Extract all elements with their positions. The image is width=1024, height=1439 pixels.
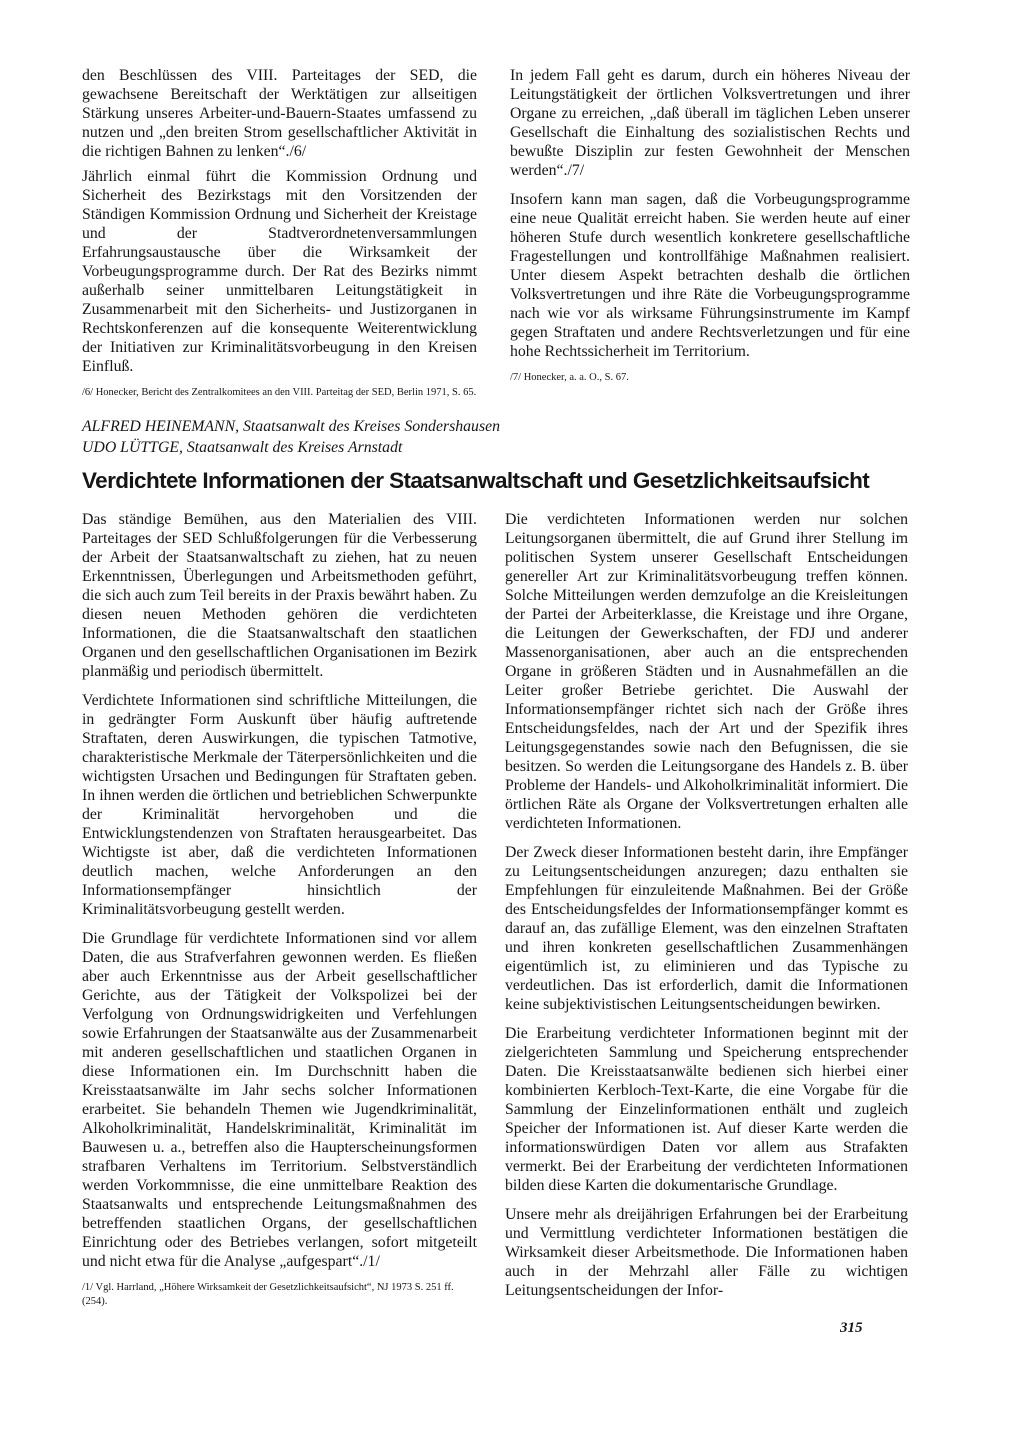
article-right-column xyxy=(505,510,908,1310)
paragraph: Die Erarbeitung verdichteter Informationen beginnt mit der zielgerichteten Sammlung und Speicherung entsprechender Daten. Die Kreisstaatsanwälte bedienen sich hierbei einer kombinierten Kerbloch-Text-Karte, die eine Vorgabe für die Sammlung der Einzelinformationen enthält und zugleich Speicher der Informationen ist. Auf dieser Karte werden die informationswürdigen Daten vor allem aus Strafakten vermerkt. Bei der Erarbeitung der verdichteten Informationen bilden diese Karten die dokumentarische Grundlage. xyxy=(505,1025,908,1194)
paragraph: In jedem Fall geht es darum, durch ein höheres Niveau der Leitungstätigkeit der örtlichen Volksvertretungen und ihrer Organe zu erreichen, „daß überall im täglichen Leben unserer Gesellschaft die Einhaltung des sozialistischen Rechts und bewußte Disziplin zur festen Gewohnheit der Menschen werden“./7/ xyxy=(510,67,910,179)
author-line: UDO LÜTTGE, Staatsanwalt des Kreises Arnstadt xyxy=(82,439,403,456)
paragraph: Der Zweck dieser Informationen besteht darin, ihre Empfänger zu Leitungsentscheidungen anzuregen; dazu enthalten sie Empfehlungen für einzuleitende Maßnahmen. Bei der Größe des Entscheidungsfeldes der Informationsempfänger kommt es darauf an, das zufällige Element, was den einzelnen Straftaten und ihren konkreten gesellschaftlichen Zusammenhängen eigentümlich ist, zu eliminieren und das Typische zu verdeutlichen. Das ist erforderlich, damit die Informationen keine subjektivistischen Leitungsentscheidungen bewirken. xyxy=(505,844,908,1013)
page-number: 315 xyxy=(840,1320,863,1336)
paragraph: Das ständige Bemühen, aus den Materialien des VIII. Parteitages der SED Schlußfolgerungen für die Verbesserung der Arbeit der Staatsanwaltschaft zu ziehen, hat zu neuen Erkenntnissen, Überlegungen und Arbeitsmethoden geführt, die sich auch zum Teil bereits in der Praxis bewährt haben. Zu diesen neuen Methoden gehören die verdichteten Informationen, die die Staatsanwaltschaft den staatlichen Organen und den gesellschaftlichen Organisationen im Bezirk planmäßig und periodisch übermittelt. xyxy=(82,511,477,680)
article-headline: Verdichtete Informationen der Staatsanwaltschaft und Gesetzlichkeitsaufsicht xyxy=(82,468,870,493)
author-byline xyxy=(82,416,642,458)
paragraph: Jährlich einmal führt die Kommission Ordnung und Sicherheit des Bezirkstags mit den Vorsitzenden der Ständigen Kommission Ordnung und Sicherheit der Kreistage und der Stadtverordnetenversammlungen Erfahrungsaustausche über die Wirksamkeit der Vorbeugungsprogramme durch. Der Rat des Bezirks nimmt außerhalb seiner unmittelbaren Leitungstätigkeit in Zusammenarbeit mit den Sicherheits- und Justizorganen in Rechtskonferenzen auf die konsequente Weiterentwicklung der Initiativen zur Kriminalitätsvorbeugung in den Kreisen Einfluß. xyxy=(82,168,477,375)
article-left-column xyxy=(82,510,477,1319)
paragraph: Insofern kann man sagen, daß die Vorbeugungsprogramme eine neue Qualität erreicht haben. Sie werden heute auf einer höheren Stufe durch wesentlich konkretere gesellschaftliche Fragestellungen und kontrollfähige Maßnahmen realisiert. Unter diesem Aspekt betrachten deshalb die örtlichen Volksvertretungen und ihre Räte die Vorbeugungsprogramme nach wie vor als wirksame Führungsinstrumente im Kampf gegen Straftaten und andere Rechtsverletzungen und für eine hohe Rechtssicherheit im Territorium. xyxy=(510,191,910,360)
paragraph: den Beschlüssen des VIII. Parteitages der SED, die gewachsene Bereitschaft der Werktätigen zur allseitigen Stärkung unseres Arbeiter-und-Bauern-Staates umfassend zu nutzen und „den breiten Strom gesellschaftlicher Aktivität in die richtigen Bahnen zu lenken“./6/ xyxy=(82,67,477,160)
paragraph: Die verdichteten Informationen werden nur solchen Leitungsorganen übermittelt, die auf Grund ihrer Stellung im politischen System unserer Gesellschaft Entscheidungen genereller Art zur Kriminalitätsvorbeugung treffen können. Solche Mitteilungen werden demzufolge an die Kreisleitungen der Partei der Arbeiterklasse, die Kreistage und ihre Organe, die Leitungen der Gewerkschaften, der FDJ und anderer Massenorganisationen, aber auch an die entsprechenden Organe in größeren Städten und in Ausnahmefällen an die Leiter großer Betriebe gerichtet. Die Auswahl der Informationsempfänger richtet sich nach der Größe ihres Entscheidungsfeldes, nach der Art und der Spezifik ihres Leitungsgegenstandes sowie nach den Befugnissen, die sie besitzen. So werden die Leitungsorgane des Handels z. B. über Probleme der Handels- und Alkoholkriminalität informiert. Die örtlichen Räte als Organe der Volksvertretungen erhalten alle verdichteten Informationen. xyxy=(505,511,908,832)
top-left-column xyxy=(82,66,477,410)
footnote: /6/ Honecker, Bericht des Zentralkomitees an den VIII. Parteitag der SED, Berlin 1971, S. 65. xyxy=(82,387,477,398)
paragraph: Die Grundlage für verdichtete Informationen sind vor allem Daten, die aus Strafverfahren gewonnen werden. Es fließen aber auch Erkenntnisse aus der Arbeit gesellschaftlicher Gerichte, aus der Tätigkeit der Volkspolizei bei der Verfolgung von Ordnungswidrigkeiten und Verfehlungen sowie Erfahrungen der Staatsanwälte aus der Zusammenarbeit mit anderen gesellschaftlichen und staatlichen Organen in diese Informationen ein. Im Durchschnitt haben die Kreisstaatsanwälte im Jahr sechs solcher Informationen erarbeitet. Sie behandeln Themen wie Jugendkriminalität, Alkoholkriminalität, Handelskriminalität, Kriminalität im Bauwesen u. a., betreffen also die Haupterscheinungsformen strafbaren Verhaltens im Territorium. Selbstverständlich werden Vorkommnisse, die eine unmittelbare Reaktion des Staatsanwalts und entsprechende Leitungsmaßnahmen des betreffenden staatlichen Organs, der gesellschaftlichen Einrichtung oder des Betriebes verlangen, sofort mitgeteilt und nicht etwa für die Analyse „aufgespart“./1/ xyxy=(82,930,477,1270)
footnote: /1/ Vgl. Harrland, „Höhere Wirksamkeit der Gesetzlichkeitsaufsicht“, NJ 1973 S. 251 ff. (254). xyxy=(82,1282,454,1307)
paragraph: Verdichtete Informationen sind schriftliche Mitteilungen, die in gedrängter Form Auskunft über häufig auftretende Straftaten, deren Auswirkungen, die typischen Tatmotive, charakteristische Merkmale der Täterpersönlichkeiten und die wichtigsten Ursachen und Bedingungen für Straftaten geben. In ihnen werden die örtlichen und betrieblichen Schwerpunkte der Kriminalität hervorgehoben und die Entwicklungstendenzen von Straftaten herausgearbeitet. Das Wichtigste ist aber, daß die verdichteten Informationen deutlich machen, welche Anforderungen an den Informationsempfänger hinsichtlich der Kriminalitätsvorbeugung gestellt werden. xyxy=(82,692,477,918)
footnote: /7/ Honecker, a. a. O., S. 67. xyxy=(510,372,629,383)
paragraph: Unsere mehr als dreijährigen Erfahrungen bei der Erarbeitung und Vermittlung verdichteter Informationen bestätigen die Wirksamkeit dieser Arbeitsmethode. Die Informationen haben auch in der Mehrzahl aller Fälle zu wichtigen Leitungsentscheidungen der Infor- xyxy=(505,1206,908,1299)
author-line: ALFRED HEINEMANN, Staatsanwalt des Kreises Sondershausen xyxy=(82,418,501,435)
top-right-column xyxy=(510,66,910,395)
